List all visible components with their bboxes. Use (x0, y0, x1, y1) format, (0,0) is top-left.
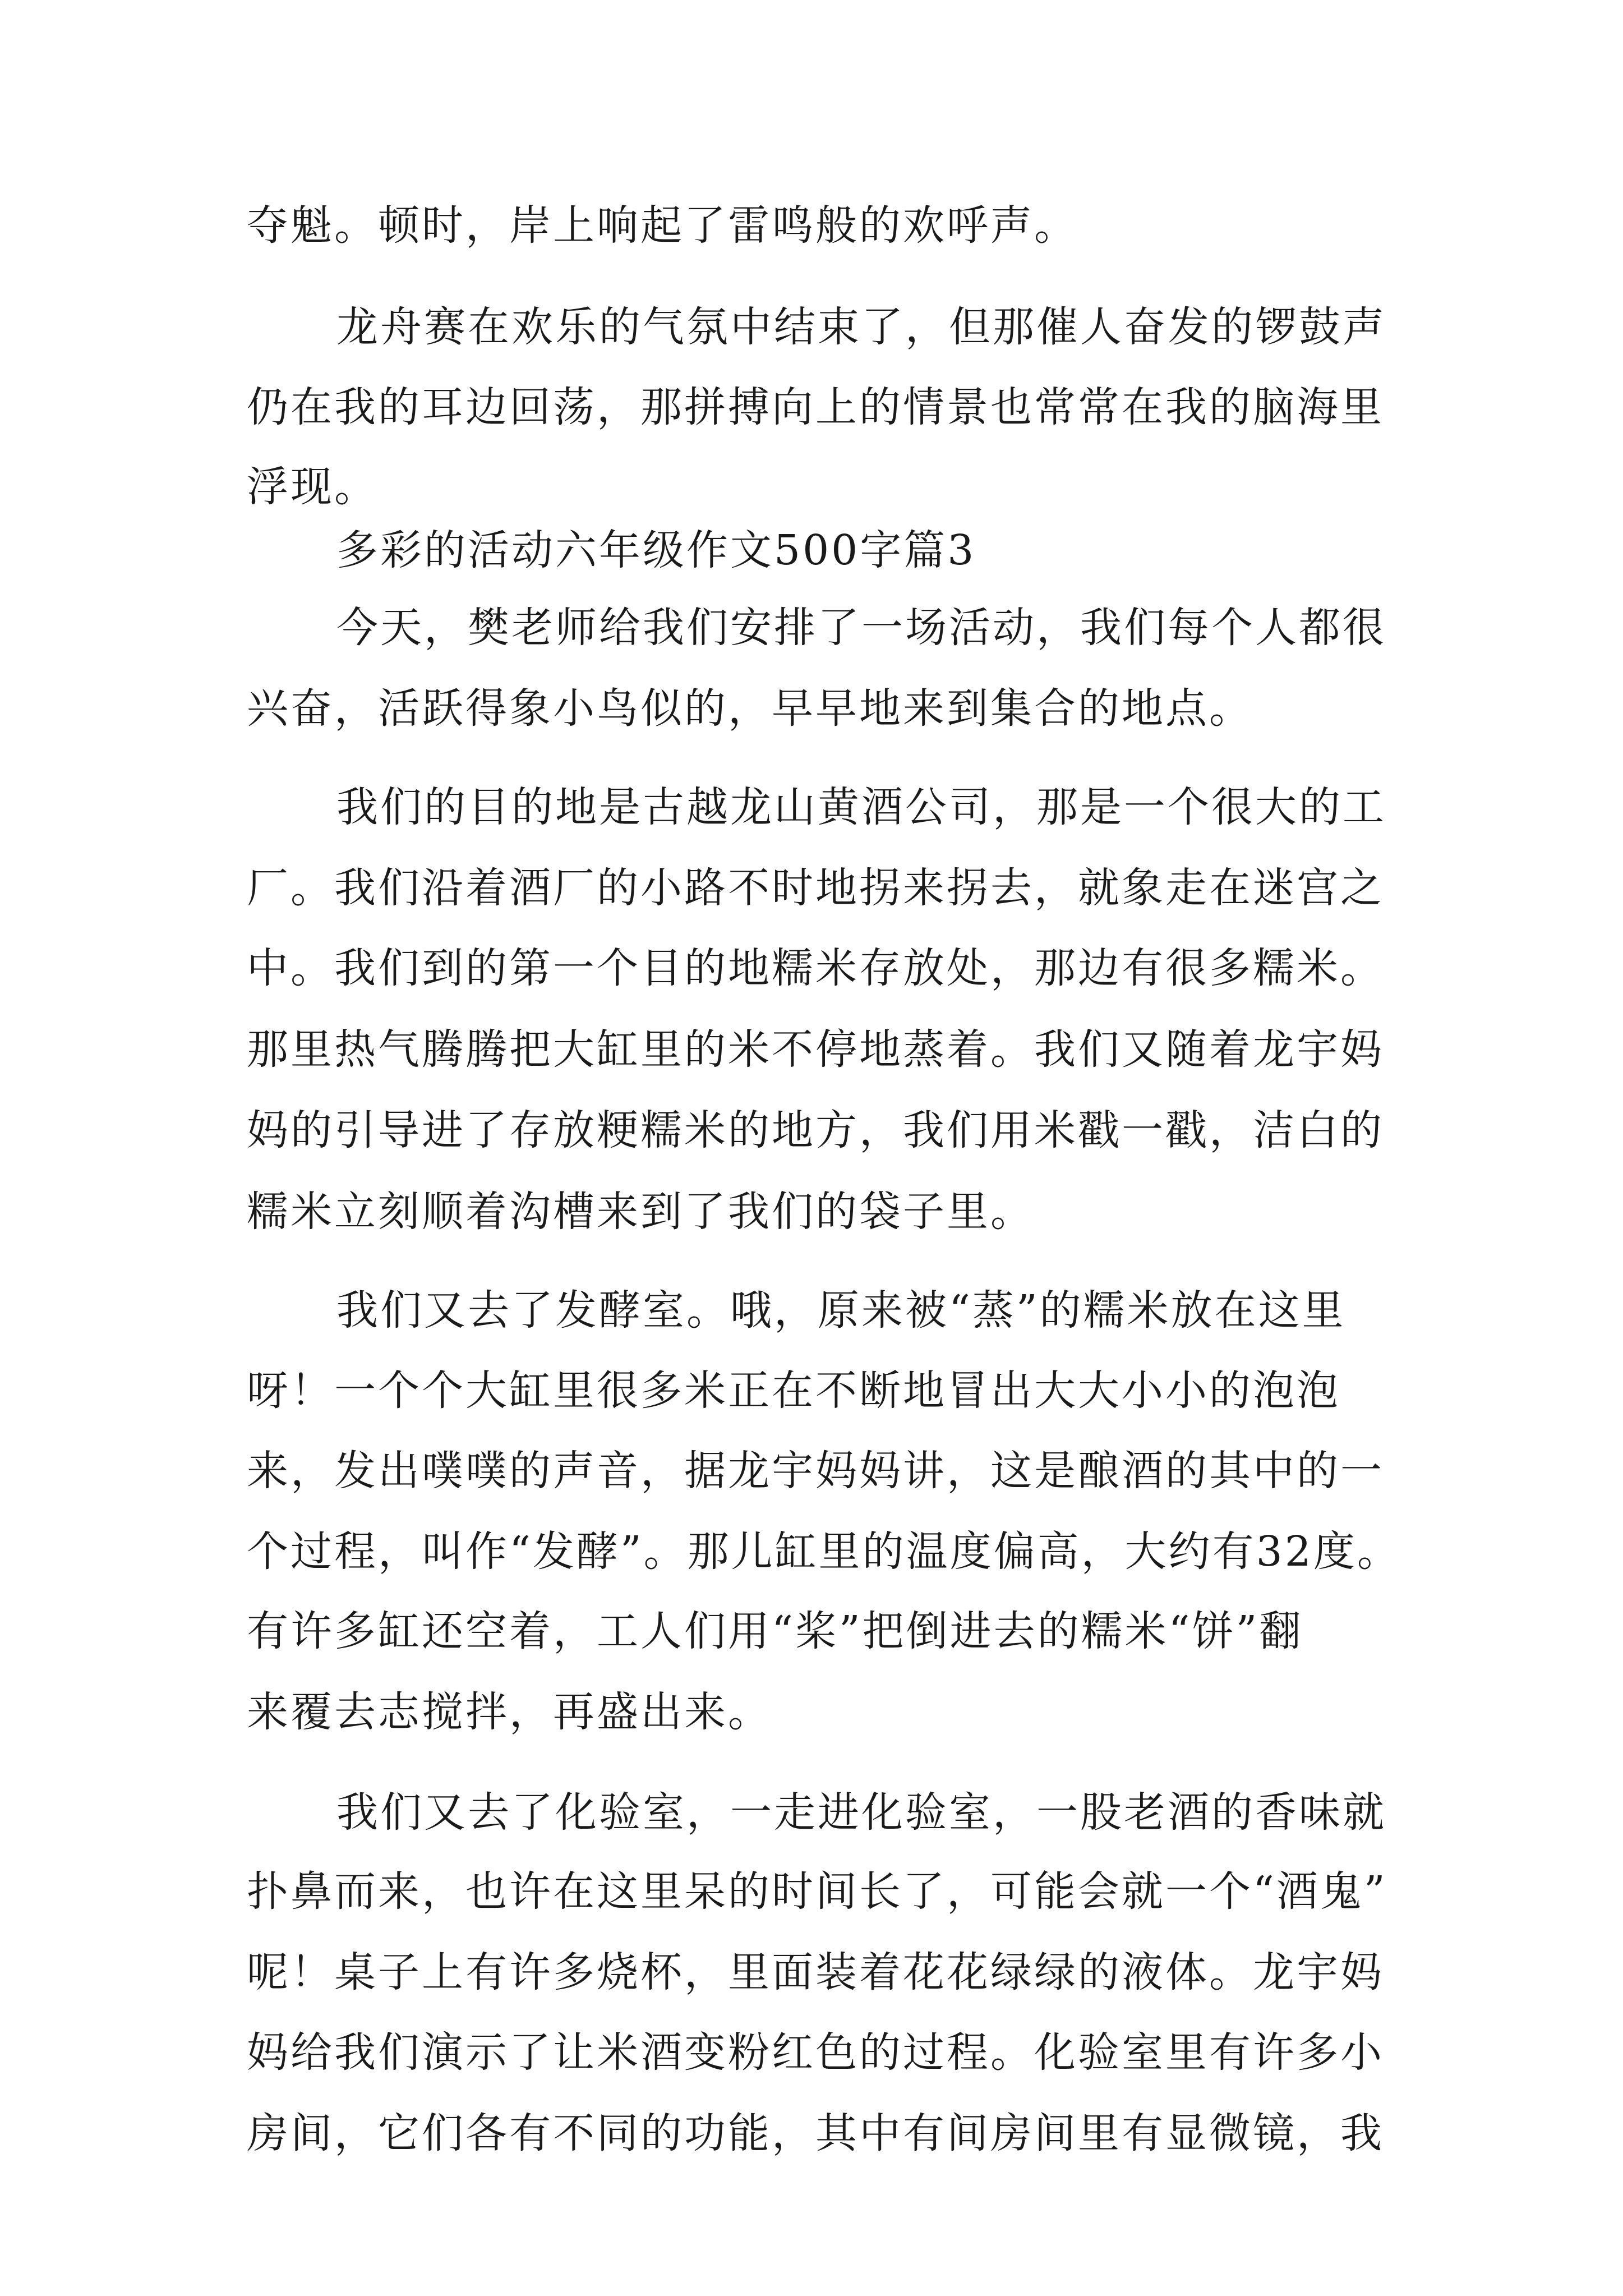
text-line: 兴奋，活跃得象小鸟似的，早早地来到集合的地点。 (247, 684, 1253, 733)
text-line: 个过程，叫作“发酵”。那儿缸里的温度偏高，大约有32度。 (247, 1527, 1401, 1576)
paragraph-start-line: 我们又去了化验室，一走进化验室，一股老酒的香味就 (336, 1788, 1386, 1837)
text-line: 中。我们到的第一个目的地糯米存放处，那边有很多糯米。 (247, 944, 1384, 992)
text-line: 厂。我们沿着酒厂的小路不时地拐来拐去，就象走在迷宫之 (247, 864, 1384, 912)
text-line: 房间，它们各有不同的功能，其中有间房间里有显微镜，我 (247, 2109, 1384, 2157)
paragraph-start-line: 今天，樊老师给我们安排了一场活动，我们每个人都很 (336, 604, 1386, 652)
text-line: 仍在我的耳边回荡，那拼搏向上的情景也常常在我的脑海里 (247, 383, 1384, 431)
text-line: 来，发出噗噗的声音，据龙宇妈妈讲，这是酿酒的其中的一 (247, 1447, 1384, 1495)
text-line: 来覆去志搅拌，再盛出来。 (247, 1688, 772, 1736)
paragraph-start-line: 龙舟赛在欢乐的气氛中结束了，但那催人奋发的锣鼓声 (336, 303, 1386, 351)
text-line: 那里热气腾腾把大缸里的米不停地蒸着。我们又随着龙宇妈 (247, 1025, 1384, 1074)
text-line: 浮现。 (247, 463, 378, 511)
paragraph-start-line: 我们又去了发酵室。哦，原来被“蒸”的糯米放在这里 (336, 1286, 1346, 1335)
paragraph-start-line: 我们的目的地是古越龙山黄酒公司，那是一个很大的工 (336, 783, 1386, 831)
text-line: 扑鼻而来，也许在这里呆的时间长了，可能会就一个“酒鬼” (247, 1867, 1387, 1916)
text-line: 妈给我们演示了让米酒变粉红色的过程。化验室里有许多小 (247, 2028, 1384, 2077)
text-line: 呀！一个个大缸里很多米正在不断地冒出大大小小的泡泡 (247, 1366, 1340, 1415)
text-line: 呢！桌子上有许多烧杯，里面装着花花绿绿的液体。龙宇妈 (247, 1948, 1384, 1996)
text-line: 夺魁。顿时，岸上响起了雷鸣般的欢呼声。 (247, 201, 1078, 250)
text-line: 妈的引导进了存放粳糯米的地方，我们用米戳一戳，洁白的 (247, 1106, 1384, 1154)
text-line: 糯米立刻顺着沟槽来到了我们的袋子里。 (247, 1188, 1034, 1236)
section-heading: 多彩的活动六年级作文500字篇3 (336, 526, 976, 574)
text-line: 有许多缸还空着，工人们用“桨”把倒进去的糯米“饼”翻 (247, 1607, 1303, 1655)
